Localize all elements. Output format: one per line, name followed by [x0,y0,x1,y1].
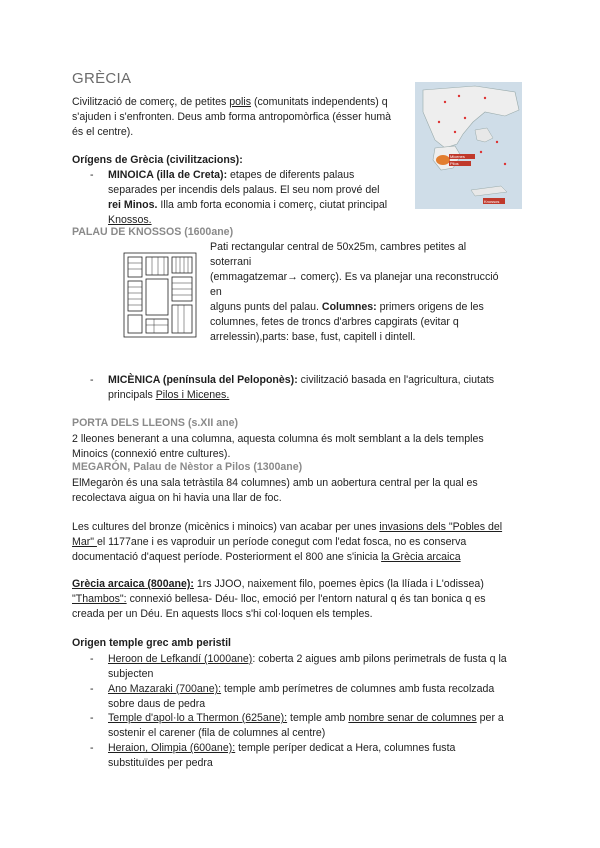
minoica-item [108,168,408,228]
palau-text: Pati rectangular central de 50x25m, cambres petites al soterrani [210,241,467,268]
knossos-link[interactable]: Knossos. [108,214,152,226]
floor-plan-icon [118,245,204,345]
cultures-text: el 1177ane i es vaproduir un període conegut com l'edat fosca, no es conserva [96,536,467,548]
porta-heading: PORTA DELS LLEONS (s.XII ane) [72,417,238,429]
temple-item-ano-mazaraki [108,682,538,712]
minoica-text: etapes de diferents palaus [227,169,355,181]
bullet-marker: - [90,169,94,181]
porta-text: Minoics (connexió entre cultures). [72,448,231,460]
megaron-text: ElMegaròn és una sala tetràstila 84 columnes) amb un aobertura central per la qual es [72,477,478,489]
temple-text: temple amb perímetres de columnes amb fusta recolzada [221,683,495,695]
thermon-link[interactable]: Temple d'apol·lo a Thermon (625ane): [108,712,288,724]
thambos-link[interactable]: "Thambos": [72,593,127,605]
minoica-label: MINOICA (illa de Creta): [108,169,228,181]
map-label-micenes: Micenes [450,154,465,159]
ano-mazaraki-link[interactable]: Ano Mazaraki (700ane): [108,683,222,695]
bullet-marker: - [90,374,94,386]
map-label-knossos: Knossos [484,199,500,204]
invasions-link[interactable]: Mar" [72,536,97,548]
palau-heading: PALAU DE KNOSSOS (1600ane) [72,226,234,238]
heraion-link[interactable]: Heraion, Olimpia (600ane): [108,742,236,754]
temple-text: subjecten [108,668,154,680]
bullet-marker: - [90,653,94,665]
intro-line-2: s'ajuden i s'enfronten. Deus amb forma antropomòrfica (ésser humà [72,111,392,123]
minoica-text: separades per incendis dels palaus. El seu nom prové del [108,184,380,196]
palau-paragraph [210,240,510,345]
knossos-floor-plan-image [118,245,204,345]
bullet-marker: - [90,712,94,724]
megaron-paragraph [72,476,532,506]
palau-text: arrelessin),parts: base, fust, capitell i dintell. [210,331,416,343]
greece-map-icon [415,82,522,209]
intro-paragraph [72,95,412,140]
intro-line-3: és el centre). [72,126,134,138]
porta-text: 2 lleones benerant a una columna, aquesta columna és molt semblant a la dels temples [72,433,484,445]
minoica-text: Illa amb forta economia i comerç, ciutat principal [157,199,388,211]
micenica-label: MICÈNICA (península del Peloponès): [108,374,298,386]
bullet-marker: - [90,742,94,754]
cultures-text: documentació d'aquest període. Posteriorment el 800 ane s'inicia [72,551,382,563]
grecia-arcaica-link[interactable]: la Grècia arcaica [381,551,461,563]
page-title: GRÈCIA [72,70,132,87]
temple-heading: Origen temple grec amb peristil [72,637,231,649]
palau-text: primers origens de les [376,301,484,313]
rei-minos-label: rei Minos. [108,199,158,211]
temple-text: : coberta 2 aigues amb pilons perimetrals de fusta q la [252,653,507,665]
arcaica-text: connexió bellesa- Déu- lloc, emoció per l'entorn natural q és tan bonica q es [126,593,486,605]
heroon-link[interactable]: Heroon de Lefkandí (1000ane) [108,653,253,665]
temple-item-heraion [108,741,538,771]
temple-item-thermon [108,711,538,741]
intro-line-1 [72,95,412,110]
megaron-text: recolectava aigua on hi havia una llar de foc. [72,492,282,504]
temple-text: temple amb [287,712,349,724]
palau-text: (emmagatzemar→ comerç). Es va planejar una reconstrucció en [210,271,499,298]
arcaica-text: creada per un Déu. En aquests llocs s'hi col·loquen els temples. [72,608,373,620]
temple-text: sostenir el carener (fila de columnes al centre) [108,727,326,739]
map-label-pilos: Pilos [450,161,459,166]
palau-text: columnes, fetes de troncs d'arbres capgirats (evitar q [210,316,459,328]
intro-text: Civilització de comerç, de petites [72,96,230,108]
intro-text: (comunitats independents) q [251,96,388,108]
columnes-senar-link[interactable]: nombre senar de columnes [348,712,477,724]
columnes-label: Columnes: [321,301,377,313]
cultures-paragraph [72,520,532,565]
temple-text: substituïdes per pedra [108,757,213,769]
polis-link[interactable]: polis [229,96,252,108]
bullet-marker: - [90,683,94,695]
greece-map-image [415,82,522,209]
temple-text: temple períper dedicat a Hera, columnes fusta [235,742,456,754]
invasions-link[interactable]: invasions dels "Pobles del [379,521,503,533]
palau-text: alguns punts del palau. [210,301,322,313]
micenica-text: civilització basada en l'agricultura, ciutats [297,374,495,386]
arcaica-label: Grècia arcaica (800ane): [72,578,194,590]
temple-item-heroon [108,652,538,682]
pilos-micenes-link[interactable]: Pilos i Micenes. [155,389,230,401]
arcaica-text: 1rs JJOO, naixement filo, poemes èpics (la Ilíada i L'odissea) [193,578,484,590]
cultures-text: Les cultures del bronze (micènics i minoics) van acabar per unes [72,521,380,533]
micenica-text: principals [108,389,156,401]
temple-text: sobre daus de pedra [108,698,206,710]
porta-paragraph [72,432,532,462]
temple-text: per a [476,712,504,724]
arcaica-paragraph [72,577,542,622]
origens-heading: Orígens de Grècia (civilitzacions): [72,154,243,166]
micenica-item [108,373,528,403]
megaron-heading: MEGARÓN, Palau de Nèstor a Pilos (1300ane) [72,461,303,473]
